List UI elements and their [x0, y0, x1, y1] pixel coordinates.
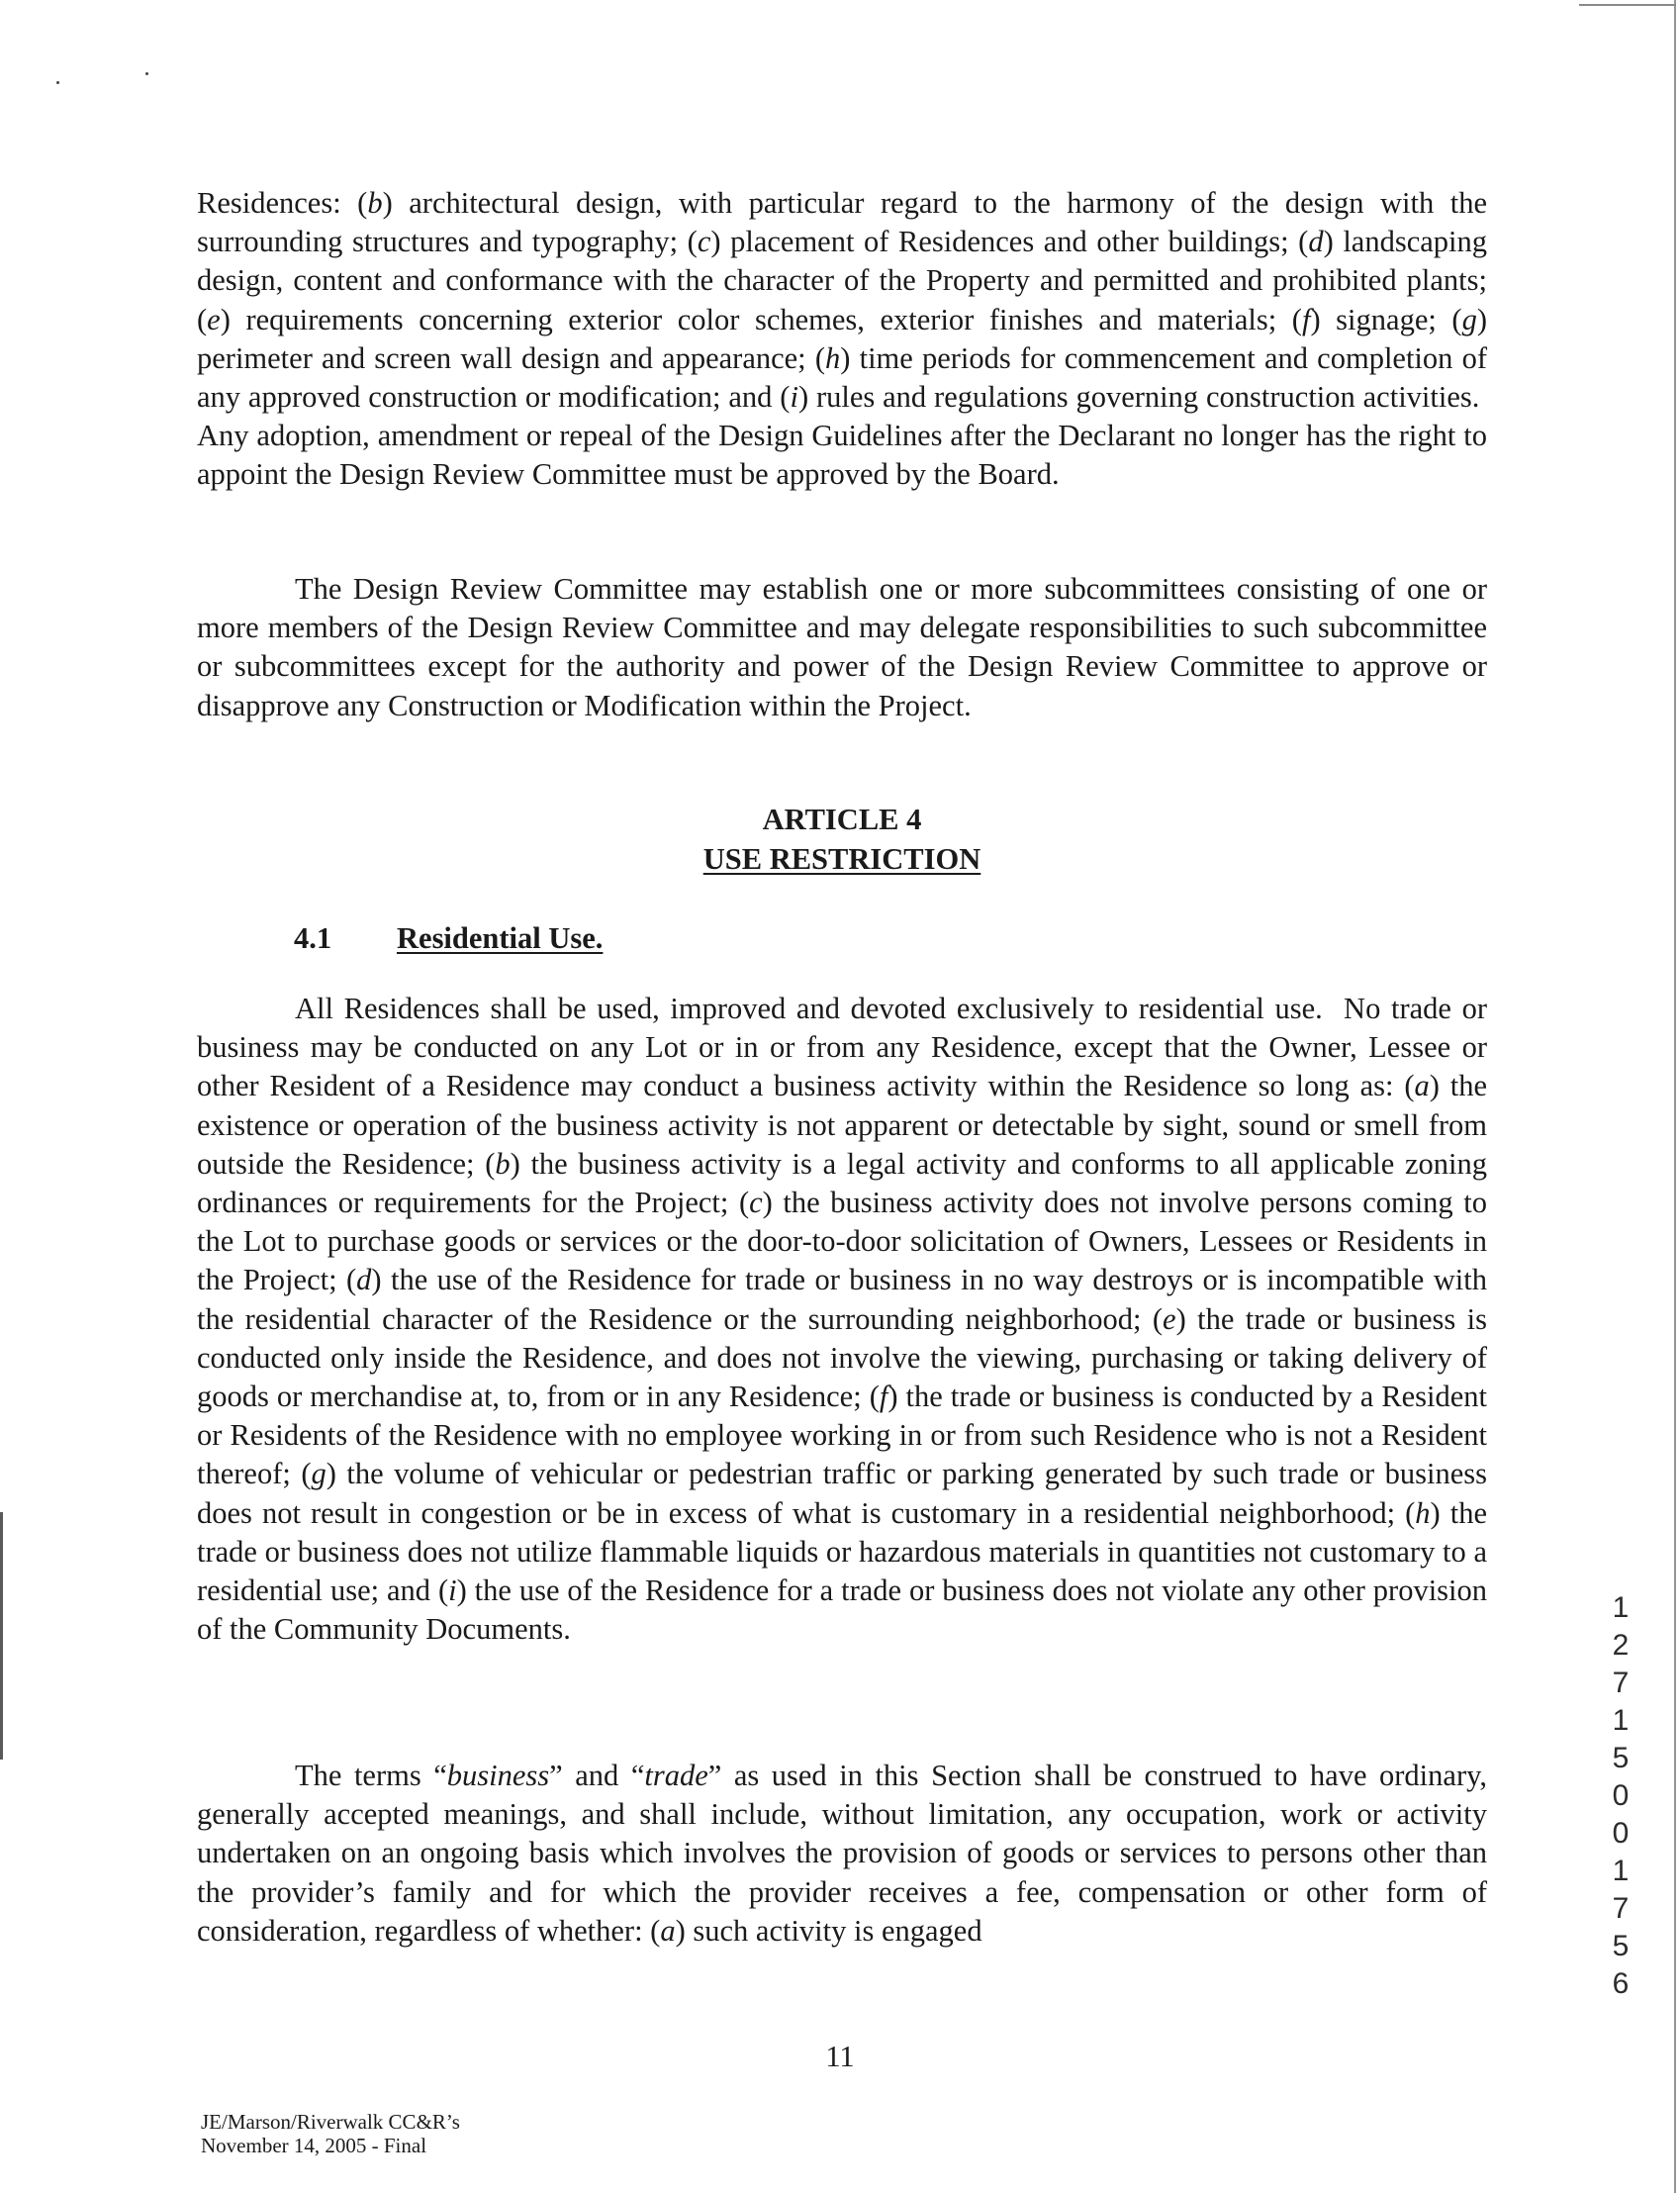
paragraph-design-guidelines: Residences: (b) architectural design, with particular regard to the harmony of the design with the surrounding structures and typography; (c) placement of Residences and other buildings; (d) landscaping design, content and conformance with the character of the Property and permitted and prohibited plants; (e) requirements concerning exterior color schemes, exterior finishes and materials; (f) signage; (g) perimeter and screen wall design and appearance; (h) time periods for commencement and completion of any approved construction or modification; and (i) rules and regulations governing construction activities. Any adoption, amendment or repeal of the Design Guidelines after the Declarant no longer has the right to appoint the Design Review Committee must be approved by the Board. — [197, 186, 1487, 492]
section-number: 4.1 — [294, 921, 332, 955]
scan-edge-right — [1674, 0, 1676, 2193]
paragraph-business-trade-definition: The terms “business” and “trade” as used in this Section shall be construed to have ordinary, generally accepted meanings, and shall include, without limitation, any occupation, work or activity undertaken on an ongoing basis which involves the provision of goods or services to persons other than the provider’s family and for which the provider receives a fee, compensation or other form of consideration, regardless of whether: (a) such activity is engaged — [197, 1759, 1487, 1948]
scan-edge-left — [0, 1512, 3, 1760]
scan-edge-top — [1579, 4, 1676, 6]
footer — [201, 2110, 460, 2157]
article-heading — [197, 800, 1487, 879]
section-title: Residential Use. — [397, 921, 604, 955]
footer-document-id: JE/Marson/Riverwalk CC&R’s — [201, 2110, 460, 2134]
bates-stamp: 127150 01756 — [1612, 1591, 1630, 2000]
paragraph-subcommittees: The Design Review Committee may establish one or more subcommittees consisting of one or more members of the Design Review Committee and may delegate responsibilities to such subcommittee or subcommittees except for the authority and power of the Design Review Committee to approve or disapprove any Construction or Modification within the Project. — [197, 572, 1487, 722]
scan-speck — [145, 72, 148, 75]
section-heading — [294, 918, 603, 958]
scan-speck — [56, 81, 59, 84]
page-number: 11 — [825, 2040, 855, 2073]
article-title: USE RESTRICTION — [702, 842, 981, 876]
footer-date: November 14, 2005 - Final — [201, 2134, 427, 2157]
article-number: ARTICLE 4 — [762, 803, 922, 836]
paragraph-residential-use: All Residences shall be used, improved and devoted exclusively to residential use. No trade or business may be conducted on any Lot or in or from any Residence, except that the Owner, Lessee or other Resident of a Residence may conduct a business activity within the Residence so long as: (a) the existence or operation of the business activity is not apparent or detectable by sight, sound or smell from outside the Residence; (b) the business activity is a legal activity and conforms to all applicable zoning ordinances or requirements for the Project; (c) the business activity does not involve persons coming to the Lot to purchase goods or services or the door-to-door solicitation of Owners, Lessees or Residents in the Project; (d) the use of the Residence for trade or business in no way destroys or is incompatible with the residential character of the Residence or the surrounding neighborhood; (e) the trade or business is conducted only inside the Residence, and does not involve the viewing, purchasing or taking delivery of goods or merchandise at, to, from or in any Residence; (f) the trade or business is conducted by a Resident or Residents of the Residence with no employee working in or from such Residence who is not a Resident thereof; (g) the volume of vehicular or pedestrian traffic or parking generated by such trade or business does not result in congestion or be in excess of what is customary in a residential neighborhood; (h) the trade or business does not utilize flammable liquids or hazardous materials in quantities not customary to a residential use; and (i) the use of the Residence for a trade or business does not violate any other provision of the Community Documents. — [197, 992, 1488, 1647]
